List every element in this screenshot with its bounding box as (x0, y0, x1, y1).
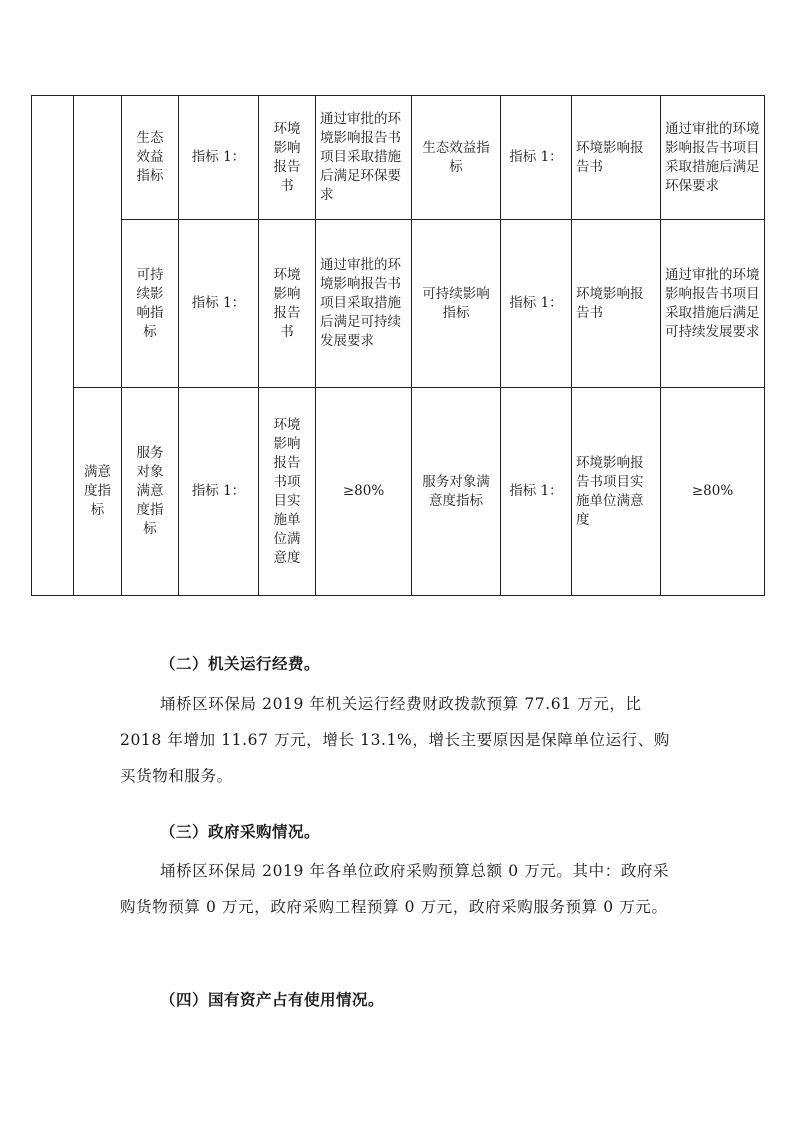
target-cell: 通过审批的环境影响报告书项目采取措施后满足可持续发展要求 (316, 220, 412, 388)
category-cell-empty (74, 96, 122, 388)
paragraph-text: 埇桥区环保局 2019 年机关运行经费财政拨款预算 77.61 万元，比 2018 年增加 11.67 万元，增长 13.1%，增长主要原因是保障单位运行、购买货物和服务。 (120, 695, 670, 785)
indicator-no-cell-2: 指标 1： (501, 96, 572, 220)
indicator-no-cell: 指标 1： (179, 96, 259, 220)
indicator-no-cell: 指标 1： (179, 388, 259, 596)
section-heading-procurement: （三）政府采购情况。 (160, 823, 321, 841)
indicator-no-cell: 指标 1： (179, 220, 259, 388)
content-cell: 环境影响报告书项目实施单位满意度 (259, 388, 316, 596)
section-heading-operating-expenses: （二）机关运行经费。 (160, 655, 321, 673)
target-cell-2: 通过审批的环境影响报告书项目采取措施后满足可持续发展要求 (661, 220, 765, 388)
section-paragraph-operating-expenses (120, 686, 680, 794)
sub-indicator-cell: 服务对象满意度指标 (122, 388, 179, 596)
section-paragraph-procurement (120, 853, 680, 925)
sub-indicator-cell-2: 生态效益指标 (412, 96, 501, 220)
target-cell-2: 通过审批的环境影响报告书项目采取措施后满足环保要求 (661, 96, 765, 220)
outer-category-cell (32, 96, 74, 596)
target-cell-2: ≥80% (661, 388, 765, 596)
performance-indicator-table (31, 95, 765, 596)
section-heading-state-assets: （四）国有资产占有使用情况。 (160, 991, 385, 1009)
table-row (32, 96, 765, 220)
paragraph-text: 埇桥区环保局 2019 年各单位政府采购预算总额 0 万元。其中：政府采购货物预算 0 万元，政府采购工程预算 0 万元，政府采购服务预算 0 万元。 (120, 862, 670, 916)
sub-indicator-cell: 可持续影响指标 (122, 220, 179, 388)
sub-indicator-cell-2: 可持续影响指标 (412, 220, 501, 388)
content-cell-2: 环境影响报告书项目实施单位满意度 (572, 388, 661, 596)
content-cell-2: 环境影响报告书 (572, 220, 661, 388)
content-cell: 环境影响报告书 (259, 96, 316, 220)
table-row (32, 388, 765, 596)
sub-indicator-cell: 生态效益指标 (122, 96, 179, 220)
indicator-no-cell-2: 指标 1： (501, 388, 572, 596)
indicator-no-cell-2: 指标 1： (501, 220, 572, 388)
content-cell: 环境影响报告书 (259, 220, 316, 388)
category-cell: 满意度指标 (74, 388, 122, 596)
target-cell: ≥80% (316, 388, 412, 596)
table-row (32, 220, 765, 388)
content-cell-2: 环境影响报告书 (572, 96, 661, 220)
target-cell: 通过审批的环境影响报告书项目采取措施后满足环保要求 (316, 96, 412, 220)
sub-indicator-cell-2: 服务对象满意度指标 (412, 388, 501, 596)
